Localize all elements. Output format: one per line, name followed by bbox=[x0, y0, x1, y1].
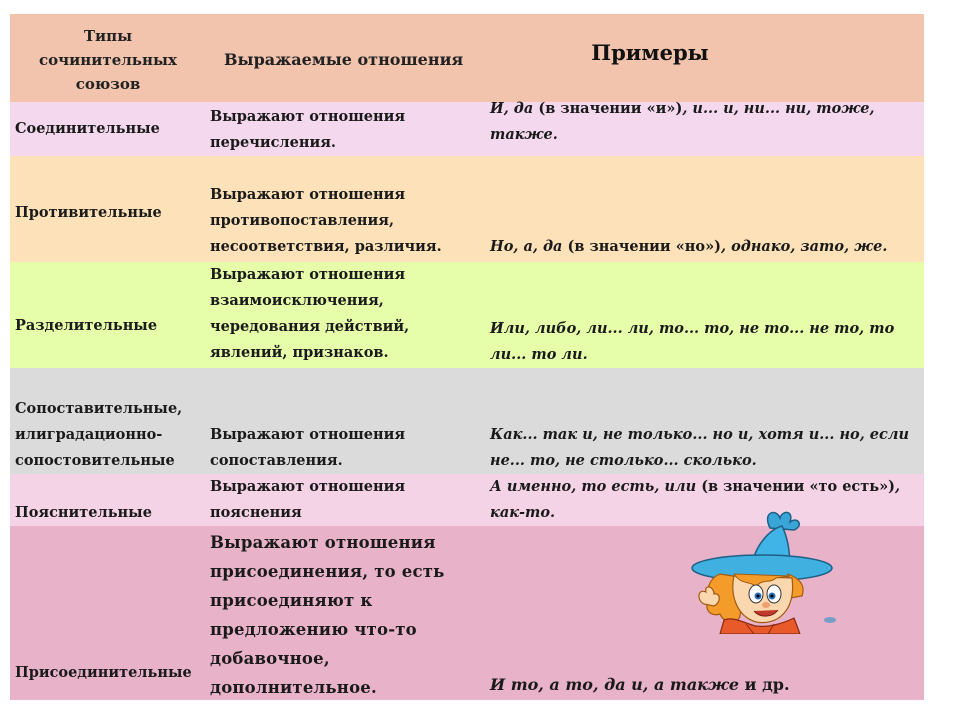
type-label: Соединительные bbox=[15, 120, 160, 137]
type-label: Сопоставительные, илиградационно-сопостовительные bbox=[15, 400, 183, 469]
examples-cell bbox=[478, 262, 924, 368]
header-examples-label: Примеры bbox=[591, 40, 709, 65]
relation-text: Выражают отношения присоединения, то есть присоединяют к предложению что-то добавочное, дополнительное. bbox=[210, 533, 445, 697]
table-header bbox=[10, 14, 924, 102]
type-cell bbox=[10, 474, 206, 526]
examples-text bbox=[490, 96, 920, 148]
relation-text: Выражают отношения сопоставления. bbox=[210, 426, 406, 469]
table-row bbox=[10, 368, 924, 474]
header-types-label: Типы сочинительных союзов bbox=[39, 27, 177, 93]
cartoon-boy-blue-hat-icon bbox=[690, 508, 844, 634]
header-cell-types bbox=[10, 14, 206, 102]
examples-text bbox=[490, 422, 920, 474]
type-cell bbox=[10, 102, 206, 156]
examples-paren: (в значении «но») bbox=[562, 238, 722, 255]
examples-italic: И, да bbox=[490, 100, 534, 117]
examples-italic: Или, либо, ли... ли, то... то, не то... не то, то ли... то ли. bbox=[490, 320, 895, 363]
type-cell bbox=[10, 156, 206, 262]
examples-italic: А именно, то есть, или bbox=[490, 478, 697, 495]
examples-rest: , однако, зато, же. bbox=[721, 238, 888, 255]
table-row bbox=[10, 156, 924, 262]
relation-text: Выражают отношения перечисления. bbox=[210, 108, 406, 151]
relation-cell bbox=[206, 262, 478, 368]
relation-text: Выражают отношения пояснения bbox=[210, 478, 406, 521]
relation-cell bbox=[206, 526, 478, 700]
examples-cell bbox=[478, 102, 924, 156]
examples-italic: Но, а, да bbox=[490, 238, 563, 255]
type-label: Присоединительные bbox=[15, 664, 192, 681]
relation-text: Выражают отношения взаимоисключения, чередования действий, явлений, признаков. bbox=[210, 266, 410, 361]
examples-cell bbox=[478, 368, 924, 474]
examples-text bbox=[490, 316, 914, 368]
relation-text: Выражают отношения противопоставления, несоответствия, различия. bbox=[210, 186, 442, 255]
examples-italic: Как... так и, не только... но и, хотя и... но, если не... то, не столько... сколько. bbox=[490, 426, 909, 469]
relation-cell bbox=[206, 156, 478, 262]
table-row bbox=[10, 102, 924, 156]
examples-paren: (в значении «то есть») bbox=[696, 478, 896, 495]
type-cell bbox=[10, 526, 206, 700]
type-cell bbox=[10, 368, 206, 474]
header-relations-label: Выражаемые отношения bbox=[224, 49, 464, 69]
table-row bbox=[10, 262, 924, 368]
relation-cell bbox=[206, 368, 478, 474]
type-label: Пояснительные bbox=[15, 504, 152, 521]
examples-italic: И то, а то, да и, а также bbox=[490, 675, 740, 694]
examples-cell bbox=[478, 156, 924, 262]
type-label: Противительные bbox=[15, 204, 162, 221]
relation-cell bbox=[206, 474, 478, 526]
type-label: Разделительные bbox=[15, 317, 158, 334]
examples-text bbox=[490, 234, 920, 260]
relation-cell bbox=[206, 102, 478, 156]
examples-rest: , как-то. bbox=[490, 478, 901, 521]
type-cell bbox=[10, 262, 206, 368]
header-cell-examples bbox=[478, 14, 924, 102]
examples-paren: и др. bbox=[739, 675, 790, 694]
examples-rest: , и... и, ни... ни, тоже, также. bbox=[490, 100, 875, 143]
examples-paren: (в значении «и») bbox=[533, 100, 683, 117]
examples-text bbox=[490, 672, 920, 698]
